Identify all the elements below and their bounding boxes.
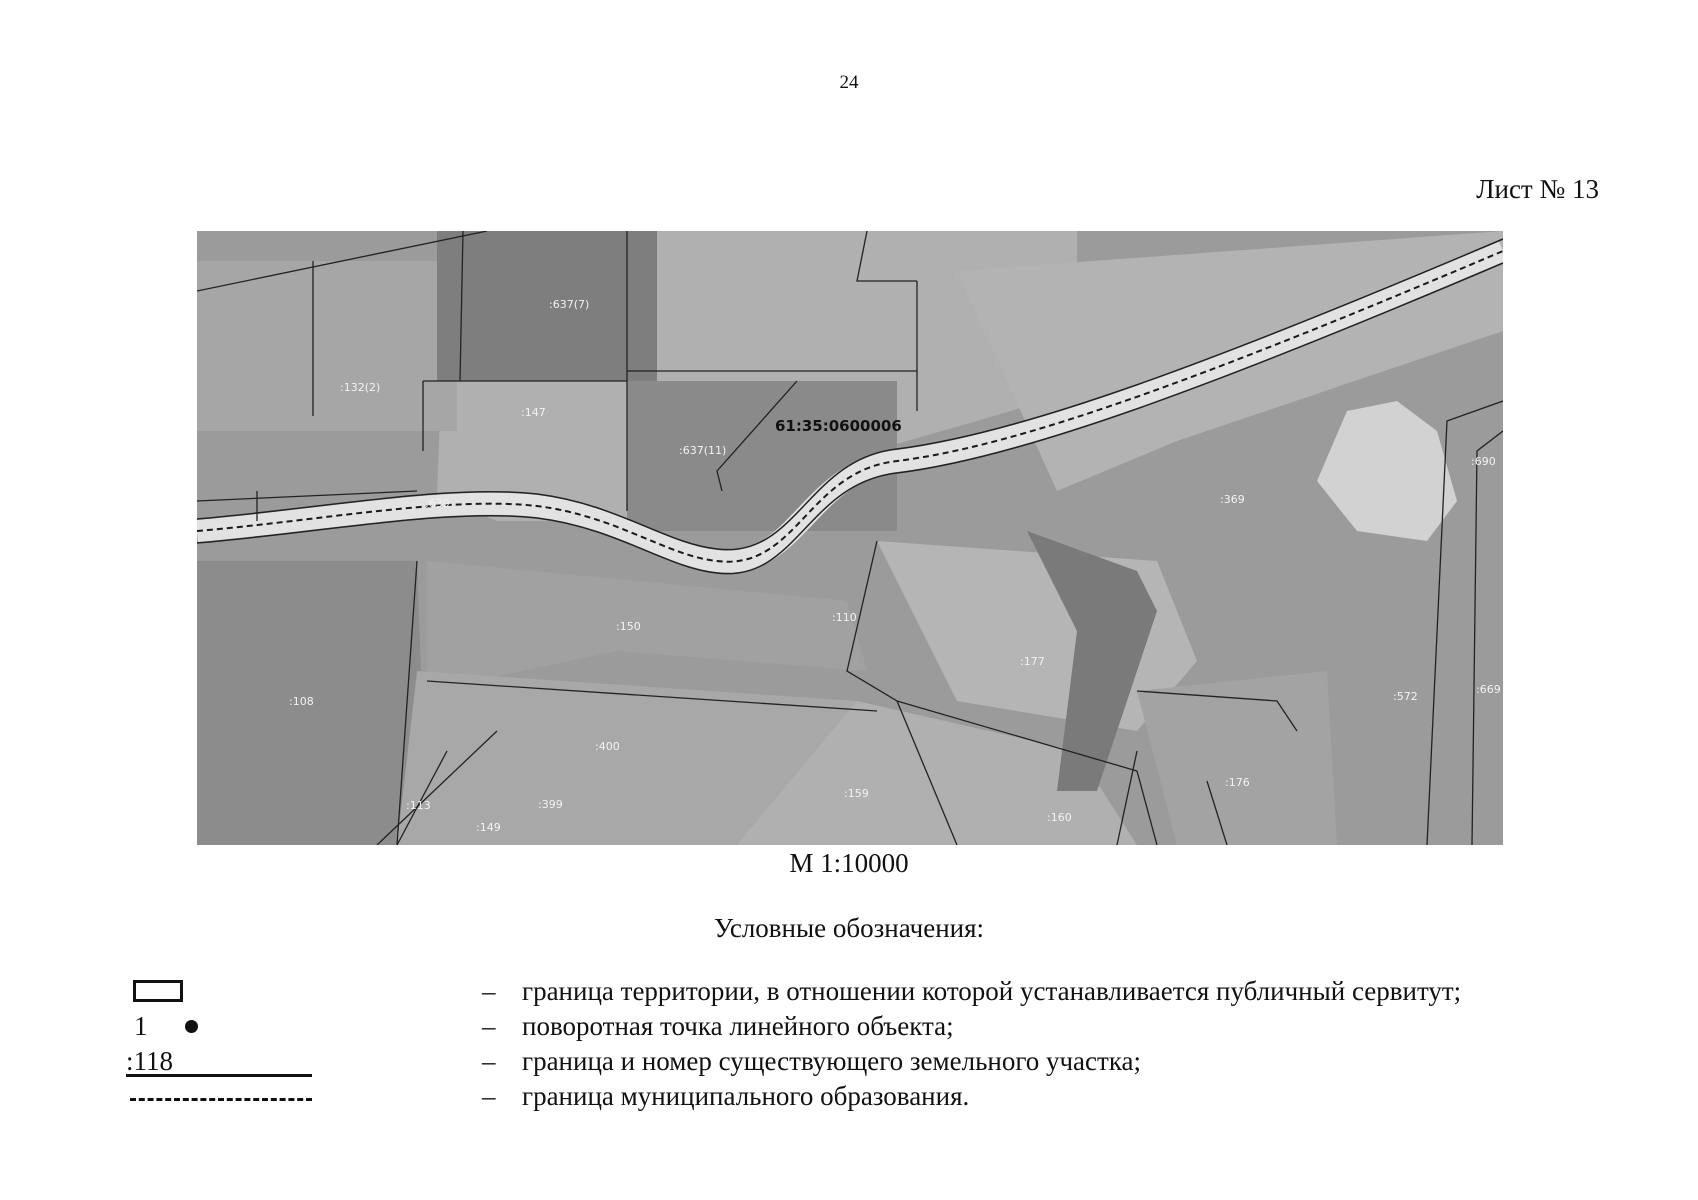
legend-row [126, 1081, 1606, 1116]
parcel-label: :669 [1476, 683, 1501, 696]
parcel-label: :110 [832, 611, 857, 624]
parcel-label: :132(2) [340, 381, 381, 394]
legend-row [126, 1046, 1606, 1081]
dash-dot-line-icon [130, 1098, 312, 1101]
parcel-label: :150 [616, 620, 641, 633]
dot-icon [185, 1020, 198, 1033]
field-patch [197, 261, 457, 431]
parcel-label: :639 [425, 497, 450, 510]
legend [126, 976, 1606, 1116]
solid-line-icon [126, 1074, 312, 1077]
parcel-label: :176 [1225, 776, 1250, 789]
parcel-label: :159 [844, 787, 869, 800]
legend-symbol-municipal [126, 1081, 316, 1116]
parcel-label: :637(11) [679, 444, 727, 457]
parcel-label: :690 [1471, 455, 1496, 468]
parcel-number: :118 [126, 1046, 173, 1076]
parcel-label: :177 [1020, 655, 1045, 668]
legend-text: граница территории, в отношении которой устанавливается публичный сервитут; [522, 976, 1462, 1006]
field-patch [437, 231, 657, 381]
parcel-label: :149 [476, 821, 501, 834]
page-number: 24 [839, 72, 859, 93]
sheet-label: Лист № 13 [1476, 174, 1599, 204]
parcel-label: :572 [1393, 690, 1418, 703]
legend-dash: – [482, 976, 496, 1006]
parcel-label: :108 [289, 695, 314, 708]
legend-symbol-servitude [126, 976, 316, 1011]
legend-title: Условные обозначения: [713, 913, 985, 943]
legend-symbol-parcel [126, 1046, 316, 1081]
legend-dash: – [482, 1046, 496, 1076]
legend-row [126, 1011, 1606, 1046]
legend-symbol-point [126, 1011, 316, 1046]
parcel-label: :113 [406, 799, 431, 812]
map-canvas [197, 231, 1503, 845]
parcel-label: :160 [1047, 811, 1072, 824]
cadastral-map [197, 231, 1503, 845]
parcel-label: :369 [1220, 493, 1245, 506]
parcel-label: :637(7) [549, 298, 590, 311]
quarter-number: 61:35:0600006 [775, 417, 902, 435]
point-number: 1 [134, 1011, 148, 1041]
legend-text: граница муниципального образования. [522, 1081, 970, 1111]
parcel-label: :399 [538, 798, 563, 811]
legend-text: поворотная точка линейного объекта; [522, 1011, 954, 1041]
legend-dash: – [482, 1081, 496, 1111]
legend-text: граница и номер существующего земельного участка; [522, 1046, 1142, 1076]
rectangle-icon [133, 980, 183, 1002]
parcel-label: :147 [521, 406, 546, 419]
legend-dash: – [482, 1011, 496, 1041]
scale-label: М 1:10000 [789, 848, 909, 878]
legend-row [126, 976, 1606, 1011]
parcel-label: :400 [595, 740, 620, 753]
field-patch [627, 381, 897, 531]
